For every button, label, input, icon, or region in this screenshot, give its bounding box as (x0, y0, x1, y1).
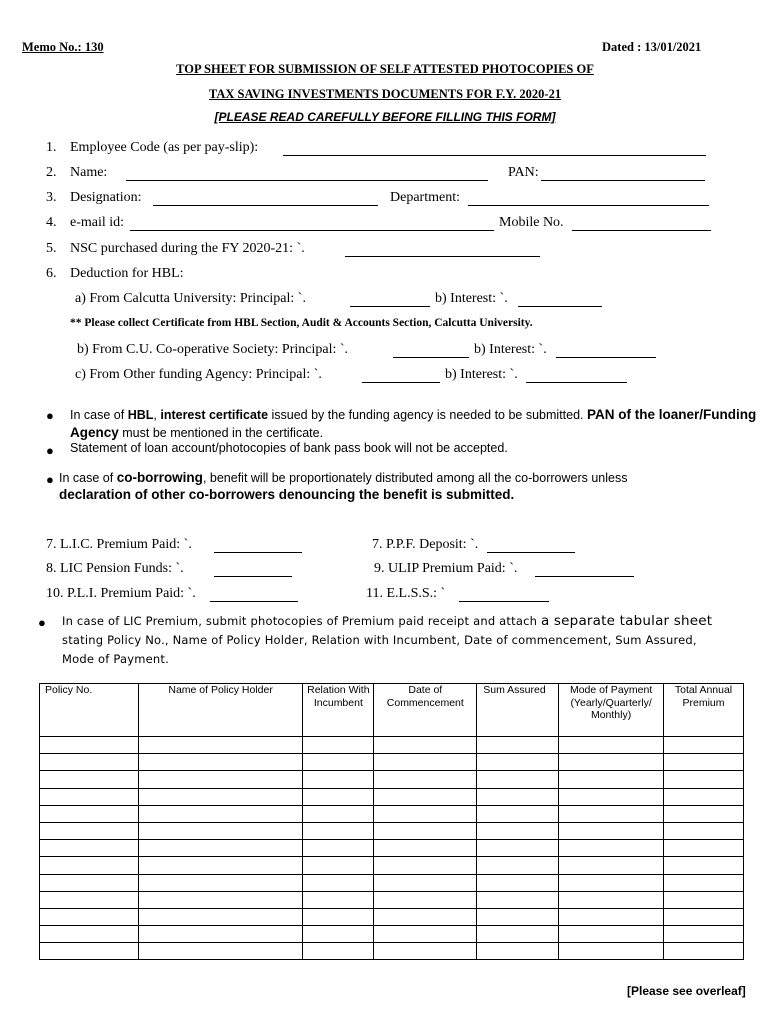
table-header-row (40, 684, 744, 737)
table-row (40, 737, 744, 754)
table-cell[interactable] (477, 771, 559, 788)
pli-premium-field[interactable] (210, 601, 298, 602)
hbl-label: Deduction for HBL: (70, 266, 184, 281)
table-cell[interactable] (303, 857, 374, 874)
table-row (40, 874, 744, 891)
table-cell[interactable] (303, 754, 374, 771)
designation-label: Designation: (70, 190, 142, 205)
memo-date: Dated : 13/01/2021 (602, 40, 702, 54)
table-cell[interactable] (138, 822, 303, 839)
table-cell[interactable] (138, 943, 303, 960)
table-cell[interactable] (559, 840, 664, 857)
table-cell[interactable] (374, 788, 477, 805)
table-cell[interactable] (559, 822, 664, 839)
table-cell[interactable] (374, 737, 477, 754)
table-cell[interactable] (664, 771, 744, 788)
table-cell[interactable] (40, 943, 139, 960)
table-cell[interactable] (303, 874, 374, 891)
table-cell[interactable] (664, 840, 744, 857)
pli-premium-label: 10. P.L.I. Premium Paid: `. (46, 586, 196, 601)
table-row (40, 926, 744, 943)
email-field[interactable] (130, 230, 494, 231)
col-date-commencement: Date of Commencement (374, 684, 477, 737)
hbl-cu-principal-field[interactable] (350, 306, 430, 307)
hbl-other-principal-field[interactable] (362, 382, 440, 383)
hbl-coop-principal-field[interactable] (393, 357, 469, 358)
bullet-icon: ● (46, 443, 54, 458)
table-cell[interactable] (559, 943, 664, 960)
table-cell[interactable] (40, 822, 139, 839)
hbl-cu-interest-label: b) Interest: `. (435, 291, 508, 306)
table-cell[interactable] (559, 926, 664, 943)
table-cell[interactable] (477, 857, 559, 874)
table-cell[interactable] (374, 857, 477, 874)
col-mode-payment: Mode of Payment (Yearly/Quarterly/ Monthly) (559, 684, 664, 737)
table-row (40, 908, 744, 925)
table-cell[interactable] (138, 891, 303, 908)
table-cell[interactable] (477, 822, 559, 839)
table-cell[interactable] (559, 788, 664, 805)
table-row (40, 891, 744, 908)
table-cell[interactable] (303, 822, 374, 839)
table-cell[interactable] (477, 754, 559, 771)
table-cell[interactable] (664, 857, 744, 874)
table-cell[interactable] (664, 926, 744, 943)
table-cell[interactable] (559, 908, 664, 925)
table-cell[interactable] (559, 771, 664, 788)
table-row (40, 857, 744, 874)
table-cell[interactable] (664, 805, 744, 822)
hbl-certificate-note: ** Please collect Certificate from HBL Section, Audit & Accounts Section, Calcutta University. (70, 317, 533, 329)
table-cell[interactable] (138, 771, 303, 788)
name-label: Name: (70, 165, 108, 180)
table-cell[interactable] (664, 874, 744, 891)
passbook-note: Statement of loan account/photocopies of bank pass book will not be accepted. (70, 441, 508, 455)
hbl-other-label: c) From Other funding Agency: Principal: `. (75, 367, 322, 382)
table-cell[interactable] (477, 788, 559, 805)
see-overleaf-note: [Please see overleaf] (627, 984, 746, 998)
lic-pension-field[interactable] (214, 576, 292, 577)
lic-pension-label: 8. LIC Pension Funds: `. (46, 561, 184, 576)
hbl-cu-label: a) From Calcutta University: Principal: `. (75, 291, 306, 306)
table-cell[interactable] (559, 874, 664, 891)
table-cell[interactable] (374, 840, 477, 857)
table-row (40, 788, 744, 805)
lic-policy-table (39, 683, 744, 960)
col-policy-holder: Name of Policy Holder (138, 684, 303, 737)
ulip-premium-label: 9. ULIP Premium Paid: `. (374, 561, 518, 576)
table-cell[interactable] (477, 943, 559, 960)
table-cell[interactable] (559, 891, 664, 908)
table-cell[interactable] (40, 840, 139, 857)
memo-number: Memo No.: 130 (22, 40, 104, 54)
hbl-coop-interest-field[interactable] (556, 357, 656, 358)
table-cell[interactable] (664, 754, 744, 771)
table-cell[interactable] (40, 754, 139, 771)
employee-code-label: Employee Code (as per pay-slip): (70, 140, 259, 155)
table-row (40, 771, 744, 788)
table-cell[interactable] (138, 857, 303, 874)
table-cell[interactable] (303, 891, 374, 908)
hbl-other-interest-label: b) Interest: `. (445, 367, 518, 382)
bullet-icon: ● (38, 615, 46, 630)
table-cell[interactable] (664, 737, 744, 754)
table-cell[interactable] (374, 822, 477, 839)
table-cell[interactable] (559, 754, 664, 771)
table-cell[interactable] (374, 908, 477, 925)
co-borrowing-note: In case of co-borrowing, benefit will be proportionately distributed among all the co-borrowers unless (59, 470, 628, 485)
table-cell[interactable] (138, 754, 303, 771)
pan-field[interactable] (541, 180, 705, 181)
table-cell[interactable] (303, 805, 374, 822)
table-cell[interactable] (40, 891, 139, 908)
table-cell[interactable] (664, 822, 744, 839)
table-cell[interactable] (138, 926, 303, 943)
form-title-line1: TOP SHEET FOR SUBMISSION OF SELF ATTESTED PHOTOCOPIES OF (176, 62, 594, 76)
table-cell[interactable] (138, 840, 303, 857)
designation-field[interactable] (153, 205, 378, 206)
hbl-coop-interest-label: b) Interest: `. (474, 342, 547, 357)
table-cell[interactable] (477, 840, 559, 857)
lic-premium-field[interactable] (214, 552, 302, 553)
col-relation: Relation With Incumbent (303, 684, 374, 737)
table-cell[interactable] (477, 805, 559, 822)
table-cell[interactable] (477, 891, 559, 908)
table-cell[interactable] (138, 874, 303, 891)
mobile-field[interactable] (572, 230, 711, 231)
table-cell[interactable] (374, 943, 477, 960)
table-row (40, 943, 744, 960)
form-title-line2: TAX SAVING INVESTMENTS DOCUMENTS FOR F.Y. 2020-21 (208, 87, 562, 101)
table-cell[interactable] (477, 737, 559, 754)
table-cell[interactable] (138, 805, 303, 822)
table-cell[interactable] (303, 788, 374, 805)
read-carefully-notice: [PLEASE READ CAREFULLY BEFORE FILLING THIS FORM] (214, 110, 556, 124)
col-total-premium: Total Annual Premium (664, 684, 744, 737)
field-number: 6. (46, 266, 57, 281)
col-policy-no: Policy No. (40, 684, 139, 737)
co-borrowing-note-line2: declaration of other co-borrowers denouncing the benefit is submitted. (59, 487, 515, 502)
bullet-icon: ● (46, 472, 54, 487)
table-cell[interactable] (40, 788, 139, 805)
field-number: 2. (46, 165, 57, 180)
table-cell[interactable] (374, 771, 477, 788)
table-cell[interactable] (303, 943, 374, 960)
table-cell[interactable] (303, 771, 374, 788)
nsc-field[interactable] (345, 256, 540, 257)
field-number: 4. (46, 215, 57, 230)
hbl-cu-interest-field[interactable] (518, 306, 602, 307)
lic-note-line1: In case of LIC Premium, submit photocopies of Premium paid receipt and attach a separate tabular sheet (62, 613, 713, 629)
ppf-deposit-label: 7. P.P.F. Deposit: `. (372, 537, 479, 552)
table-cell[interactable] (40, 857, 139, 874)
table-cell[interactable] (559, 805, 664, 822)
department-label: Department: (390, 190, 460, 205)
table-cell[interactable] (477, 874, 559, 891)
name-field[interactable] (126, 180, 488, 181)
elss-field[interactable] (459, 601, 549, 602)
email-label: e-mail id: (70, 215, 125, 230)
elss-label: 11. E.L.S.S.: ` (366, 586, 446, 601)
mobile-label: Mobile No. (499, 215, 564, 230)
table-row (40, 754, 744, 771)
table-cell[interactable] (477, 908, 559, 925)
table-cell[interactable] (138, 908, 303, 925)
table-row (40, 822, 744, 839)
table-cell[interactable] (664, 891, 744, 908)
table-cell[interactable] (664, 908, 744, 925)
hbl-other-interest-field[interactable] (526, 382, 627, 383)
table-cell[interactable] (374, 874, 477, 891)
lic-note-line2: stating Policy No., Name of Policy Holder, Relation with Incumbent, Date of commencement, Sum Assured, (62, 633, 697, 647)
hbl-interest-note: In case of HBL, interest certificate issued by the funding agency is needed to be submitted. PAN of the loaner/Funding Agency must be mentioned in the certificate. (70, 407, 757, 440)
table-cell[interactable] (40, 926, 139, 943)
col-sum-assured: Sum Assured (477, 684, 559, 737)
table-row (40, 840, 744, 857)
table-cell[interactable] (374, 754, 477, 771)
table-cell[interactable] (374, 891, 477, 908)
table-cell[interactable] (138, 788, 303, 805)
table-cell[interactable] (303, 908, 374, 925)
table-cell[interactable] (40, 908, 139, 925)
table-cell[interactable] (40, 737, 139, 754)
nsc-label: NSC purchased during the FY 2020-21: `. (70, 241, 305, 256)
table-row (40, 805, 744, 822)
table-cell[interactable] (303, 840, 374, 857)
table-cell[interactable] (40, 771, 139, 788)
lic-note-line3: Mode of Payment. (62, 652, 169, 666)
pan-label: PAN: (508, 165, 539, 180)
employee-code-field[interactable] (283, 155, 706, 156)
bullet-icon: ● (46, 408, 54, 423)
lic-premium-label: 7. L.I.C. Premium Paid: `. (46, 537, 192, 552)
table-cell[interactable] (303, 926, 374, 943)
table-cell[interactable] (138, 737, 303, 754)
table-cell[interactable] (664, 788, 744, 805)
field-number: 3. (46, 190, 57, 205)
department-field[interactable] (468, 205, 709, 206)
table-cell[interactable] (559, 737, 664, 754)
table-cell[interactable] (374, 926, 477, 943)
ulip-premium-field[interactable] (535, 576, 634, 577)
table-cell[interactable] (664, 943, 744, 960)
table-cell[interactable] (40, 805, 139, 822)
ppf-deposit-field[interactable] (487, 552, 575, 553)
table-cell[interactable] (40, 874, 139, 891)
table-cell[interactable] (303, 737, 374, 754)
field-number: 5. (46, 241, 57, 256)
field-number: 1. (46, 140, 57, 155)
table-cell[interactable] (374, 805, 477, 822)
table-cell[interactable] (477, 926, 559, 943)
hbl-coop-label: b) From C.U. Co-operative Society: Principal: `. (77, 342, 349, 357)
table-cell[interactable] (559, 857, 664, 874)
